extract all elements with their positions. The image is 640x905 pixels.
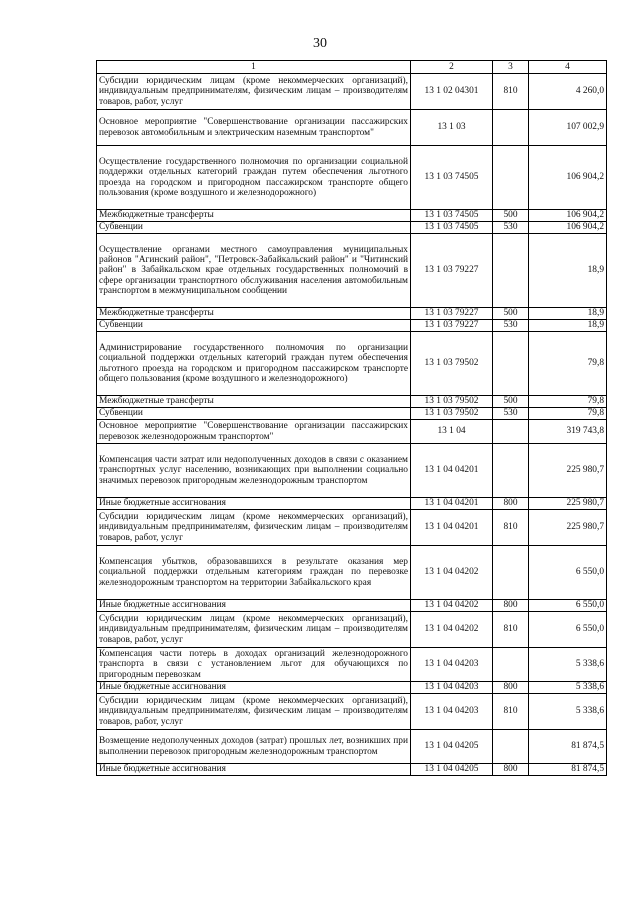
row-amount-cell: 79,8 (529, 332, 607, 396)
row-name-cell: Основное мероприятие "Совершенствование организации пассажирских перевозок железнодорожным транспортом" (97, 420, 411, 444)
row-name-cell: Иные бюджетные ассигнования (97, 498, 411, 510)
table-row (97, 612, 607, 648)
row-expense-type-cell: 500 (493, 396, 529, 408)
row-amount-cell: 79,8 (529, 408, 607, 420)
row-expense-type-cell (493, 332, 529, 396)
row-name-cell: Субсидии юридическим лицам (кроме некоммерческих организаций), индивидуальным предпринимателям, физическим лицам – производителям товаров, работ, услуг (97, 510, 411, 546)
table-row (97, 764, 607, 776)
row-code-cell: 13 1 03 79227 (411, 320, 493, 332)
row-amount-cell: 6 550,0 (529, 600, 607, 612)
row-amount-cell: 79,8 (529, 396, 607, 408)
row-expense-type-cell: 810 (493, 74, 529, 110)
row-amount-cell: 106 904,2 (529, 222, 607, 234)
table-row (97, 332, 607, 396)
row-expense-type-cell: 800 (493, 498, 529, 510)
table-header-row (97, 61, 607, 74)
row-expense-type-cell: 800 (493, 682, 529, 694)
table-row (97, 498, 607, 510)
table-row (97, 320, 607, 332)
row-name-cell: Иные бюджетные ассигнования (97, 600, 411, 612)
row-expense-type-cell: 530 (493, 222, 529, 234)
table-row (97, 396, 607, 408)
row-code-cell: 13 1 04 (411, 420, 493, 444)
row-amount-cell: 18,9 (529, 308, 607, 320)
row-expense-type-cell (493, 444, 529, 498)
row-code-cell: 13 1 04 04205 (411, 730, 493, 764)
row-amount-cell: 225 980,7 (529, 444, 607, 498)
row-code-cell: 13 1 03 74505 (411, 222, 493, 234)
row-amount-cell: 81 874,5 (529, 730, 607, 764)
row-code-cell: 13 1 04 04203 (411, 682, 493, 694)
row-code-cell: 13 1 04 04201 (411, 510, 493, 546)
row-amount-cell: 81 874,5 (529, 764, 607, 776)
row-code-cell: 13 1 04 04202 (411, 546, 493, 600)
row-amount-cell: 6 550,0 (529, 546, 607, 600)
row-name-cell: Основное мероприятие "Совершенствование организации пассажирских перевозок автомобильным и электрическим наземным транспортом" (97, 110, 411, 146)
row-code-cell: 13 1 03 79502 (411, 408, 493, 420)
row-expense-type-cell: 810 (493, 694, 529, 730)
row-expense-type-cell (493, 648, 529, 682)
table-row (97, 308, 607, 320)
page-number: 30 (313, 36, 327, 51)
table-row (97, 648, 607, 682)
row-amount-cell: 106 904,2 (529, 210, 607, 222)
row-code-cell: 13 1 03 74505 (411, 146, 493, 210)
row-code-cell: 13 1 03 79227 (411, 234, 493, 308)
row-code-cell: 13 1 02 04301 (411, 74, 493, 110)
row-code-cell: 13 1 03 79502 (411, 396, 493, 408)
row-code-cell: 13 1 03 79502 (411, 332, 493, 396)
row-code-cell: 13 1 04 04201 (411, 498, 493, 510)
row-name-cell: Администрирование государственного полномочия по организации социальной поддержки отдельных категорий граждан путем обеспечения льготного проезда на городском и пригородном пассажирском транспорте общего пользования (кроме воздушного и железнодорожного) (97, 332, 411, 396)
row-expense-type-cell: 800 (493, 600, 529, 612)
row-name-cell: Компенсация части затрат или недополученных доходов в связи с оказанием транспортных услуг населению, возникающих при выполнении социально значимых перевозок пригородным железнодорожным транспортом (97, 444, 411, 498)
row-code-cell: 13 1 04 04203 (411, 694, 493, 730)
row-name-cell: Субвенции (97, 222, 411, 234)
table-row (97, 510, 607, 546)
row-expense-type-cell: 500 (493, 308, 529, 320)
row-amount-cell: 106 904,2 (529, 146, 607, 210)
row-name-cell: Иные бюджетные ассигнования (97, 764, 411, 776)
column-header: 3 (493, 61, 529, 74)
row-code-cell: 13 1 04 04203 (411, 648, 493, 682)
row-amount-cell: 18,9 (529, 320, 607, 332)
row-name-cell: Субвенции (97, 408, 411, 420)
table-row (97, 444, 607, 498)
row-expense-type-cell (493, 234, 529, 308)
row-expense-type-cell: 530 (493, 320, 529, 332)
row-amount-cell: 225 980,7 (529, 510, 607, 546)
row-expense-type-cell: 810 (493, 612, 529, 648)
row-name-cell: Межбюджетные трансферты (97, 210, 411, 222)
row-amount-cell: 5 338,6 (529, 648, 607, 682)
row-expense-type-cell: 800 (493, 764, 529, 776)
column-header: 1 (97, 61, 411, 74)
row-expense-type-cell (493, 730, 529, 764)
table-row (97, 74, 607, 110)
table-row (97, 222, 607, 234)
table-row (97, 234, 607, 308)
table-row (97, 210, 607, 222)
row-name-cell: Компенсация части потерь в доходах организаций железнодорожного транспорта в связи с установлением льгот для обучающихся по пригородным перевозкам (97, 648, 411, 682)
row-expense-type-cell: 530 (493, 408, 529, 420)
row-expense-type-cell (493, 110, 529, 146)
column-header: 4 (529, 61, 607, 74)
row-name-cell: Межбюджетные трансферты (97, 308, 411, 320)
table-row (97, 682, 607, 694)
row-name-cell: Иные бюджетные ассигнования (97, 682, 411, 694)
row-name-cell: Субвенции (97, 320, 411, 332)
table-row (97, 420, 607, 444)
row-code-cell: 13 1 04 04202 (411, 600, 493, 612)
row-expense-type-cell (493, 546, 529, 600)
table-row (97, 110, 607, 146)
table-row (97, 546, 607, 600)
table-row (97, 694, 607, 730)
row-expense-type-cell (493, 420, 529, 444)
row-amount-cell: 107 002,9 (529, 110, 607, 146)
row-name-cell: Субсидии юридическим лицам (кроме некоммерческих организаций), индивидуальным предпринимателям, физическим лицам – производителям товаров, работ, услуг (97, 612, 411, 648)
table-body (97, 74, 607, 776)
row-code-cell: 13 1 03 (411, 110, 493, 146)
budget-table (96, 60, 607, 776)
row-code-cell: 13 1 04 04202 (411, 612, 493, 648)
row-name-cell: Субсидии юридическим лицам (кроме некоммерческих организаций), индивидуальным предпринимателям, физическим лицам – производителям товаров, работ, услуг (97, 74, 411, 110)
row-expense-type-cell: 500 (493, 210, 529, 222)
row-amount-cell: 4 260,0 (529, 74, 607, 110)
table-row (97, 146, 607, 210)
row-code-cell: 13 1 04 04201 (411, 444, 493, 498)
table-row (97, 408, 607, 420)
row-amount-cell: 6 550,0 (529, 612, 607, 648)
row-expense-type-cell (493, 146, 529, 210)
row-name-cell: Осуществление государственного полномочия по организации социальной поддержки отдельных категорий граждан путем обеспечения льготного проезда на городском и пригородном пассажирском транспорте общего пользования (кроме воздушного и железнодорожного) (97, 146, 411, 210)
row-expense-type-cell: 810 (493, 510, 529, 546)
row-code-cell: 13 1 03 79227 (411, 308, 493, 320)
row-name-cell: Межбюджетные трансферты (97, 396, 411, 408)
row-amount-cell: 319 743,8 (529, 420, 607, 444)
row-name-cell: Субсидии юридическим лицам (кроме некоммерческих организаций), индивидуальным предпринимателям, физическим лицам – производителям товаров, работ, услуг (97, 694, 411, 730)
table-row (97, 730, 607, 764)
row-name-cell: Осуществление органами местного самоуправления муниципальных районов "Агинский район", "Петровск-Забайкальский район" и "Читинский район" в Забайкальском крае отдельных государственных полномочий в сфере организации транспортного обслуживания населения автомобильным транспортом в межмуниципальном сообщении (97, 234, 411, 308)
row-name-cell: Компенсация убытков, образовавшихся в результате оказания мер социальной поддержки отдельным категориям граждан по перевозке железнодорожным транспортом на территории Забайкальского края (97, 546, 411, 600)
column-header: 2 (411, 61, 493, 74)
row-code-cell: 13 1 04 04205 (411, 764, 493, 776)
row-code-cell: 13 1 03 74505 (411, 210, 493, 222)
table-row (97, 600, 607, 612)
row-name-cell: Возмещение недополученных доходов (затрат) прошлых лет, возникших при выполнении перевозок пригородным железнодорожным транспортом (97, 730, 411, 764)
row-amount-cell: 5 338,6 (529, 694, 607, 730)
row-amount-cell: 5 338,6 (529, 682, 607, 694)
row-amount-cell: 18,9 (529, 234, 607, 308)
row-amount-cell: 225 980,7 (529, 498, 607, 510)
